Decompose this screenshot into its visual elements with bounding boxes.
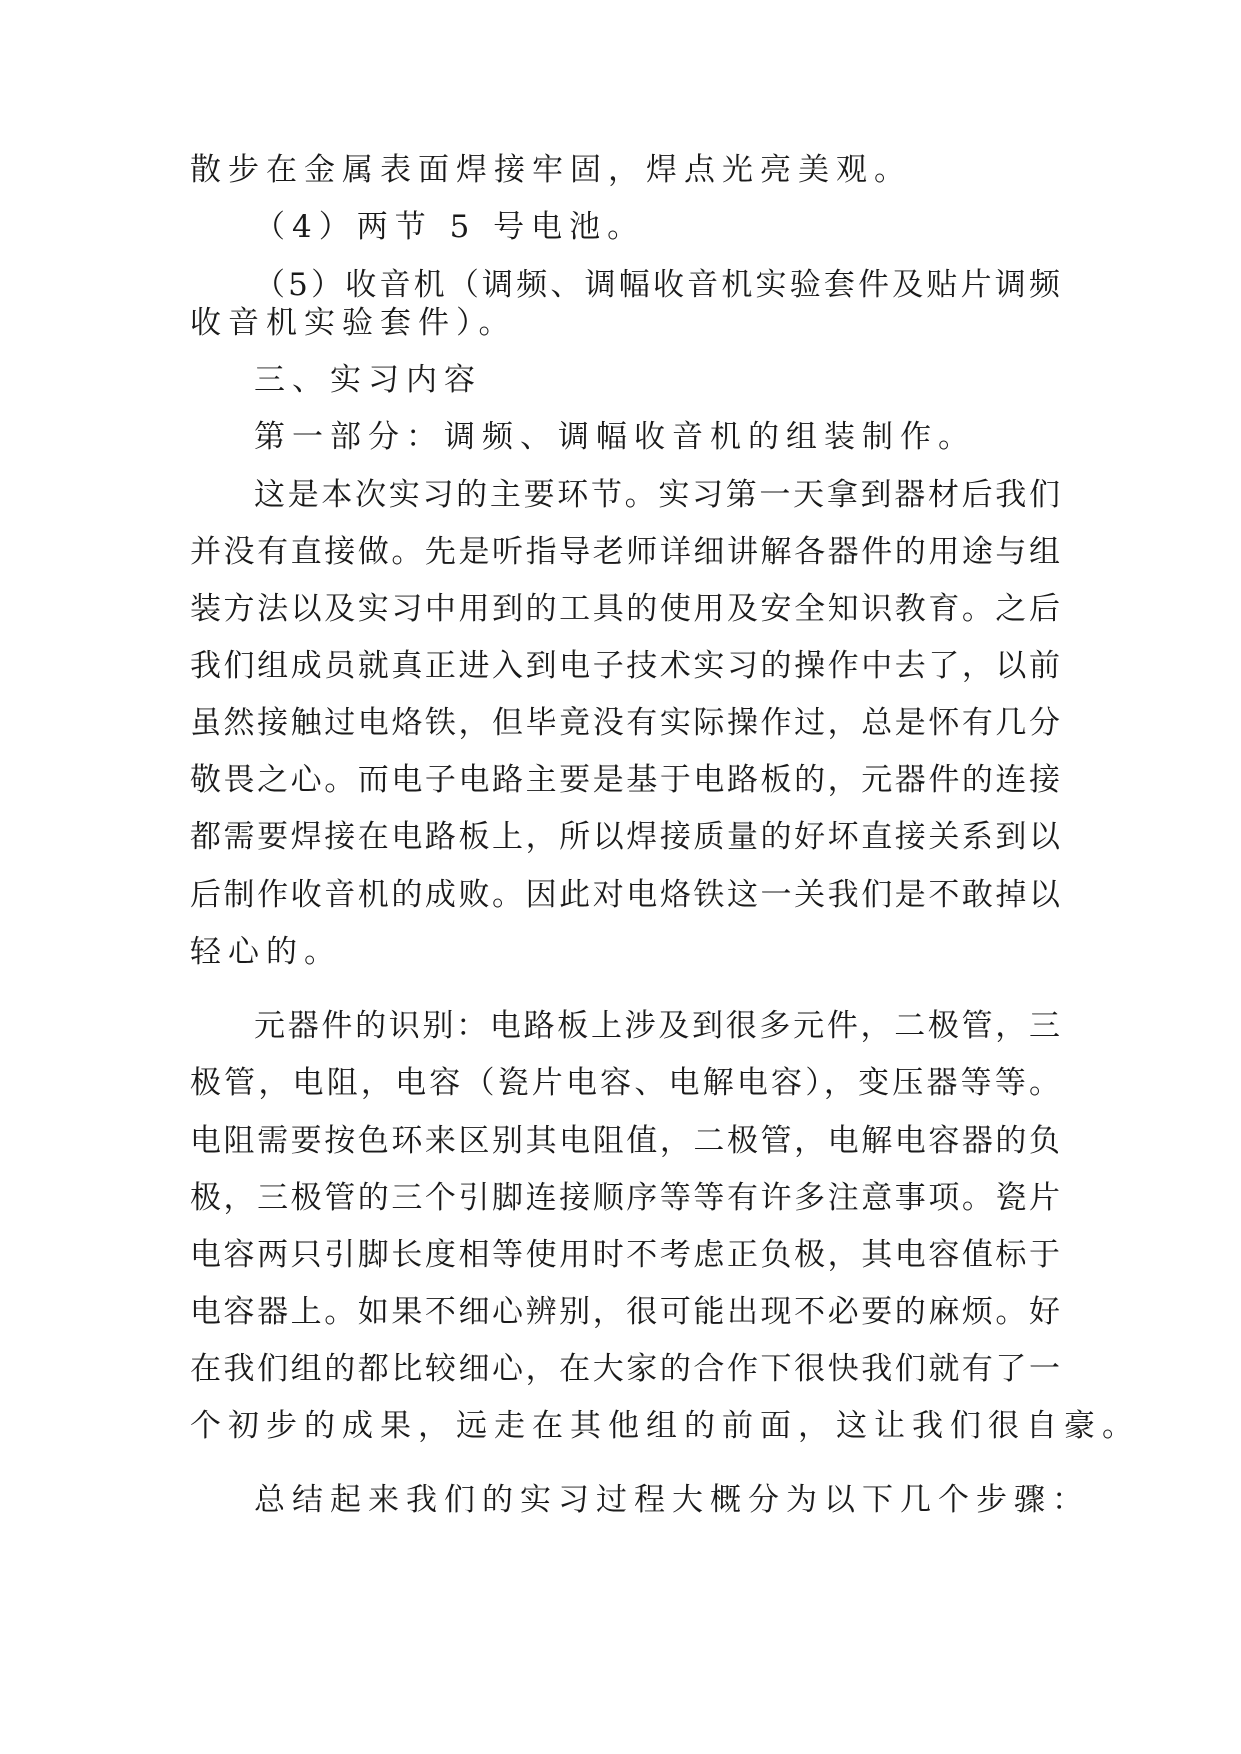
paragraph-line: 个初步的成果，远走在其他组的前面，这让我们很自豪。 [190, 1408, 1140, 1444]
paragraph-line: 轻心的。 [190, 934, 342, 970]
paragraph-line: 都需要焊接在电路板上，所以焊接质量的好坏直接关系到以 [190, 819, 1060, 855]
paragraph-line: 电阻需要按色环来区别其电阻值，二极管，电解电容器的负 [190, 1123, 1060, 1159]
paragraph-line: 电容器上。如果不细心辨别，很可能出现不必要的麻烦。好 [190, 1294, 1060, 1330]
paragraph-line: 并没有直接做。先是听指导老师详细讲解各器件的用途与组 [190, 534, 1060, 570]
text-line: 收音机实验套件）。 [190, 305, 517, 341]
paragraph-line: 在我们组的都比较细心，在大家的合作下很快我们就有了一 [190, 1351, 1060, 1387]
paragraph-line: 总结起来我们的实习过程大概分为以下几个步骤： [254, 1482, 1090, 1518]
section-heading: 三、实习内容 [254, 362, 482, 398]
part-heading: 第一部分：调频、调幅收音机的组装制作。 [254, 419, 976, 455]
paragraph-line: 虽然接触过电烙铁，但毕竟没有实际操作过，总是怀有几分 [190, 705, 1060, 741]
paragraph-line: 敬畏之心。而电子电路主要是基于电路板的，元器件的连接 [190, 762, 1060, 798]
paragraph-line: 极，三极管的三个引脚连接顺序等等有许多注意事项。瓷片 [190, 1180, 1060, 1216]
paragraph-line: 元器件的识别：电路板上涉及到很多元件，二极管，三 [254, 1008, 1060, 1044]
list-item-4: （4）两节 5 号电池。 [254, 209, 646, 245]
paragraph-line: 我们组成员就真正进入到电子技术实习的操作中去了，以前 [190, 648, 1060, 684]
text-line: 散步在金属表面焊接牢固，焊点光亮美观。 [190, 152, 912, 188]
list-item-5: （5）收音机（调频、调幅收音机实验套件及贴片调频 [254, 267, 1060, 303]
paragraph-line: 这是本次实习的主要环节。实习第一天拿到器材后我们 [254, 477, 1060, 513]
paragraph-line: 后制作收音机的成败。因此对电烙铁这一关我们是不敢掉以 [190, 877, 1060, 913]
paragraph-line: 装方法以及实习中用到的工具的使用及安全知识教育。之后 [190, 591, 1060, 627]
paragraph-line: 极管，电阻，电容（瓷片电容、电解电容），变压器等等。 [190, 1065, 1060, 1101]
paragraph-line: 电容两只引脚长度相等使用时不考虑正负极，其电容值标于 [190, 1237, 1060, 1273]
